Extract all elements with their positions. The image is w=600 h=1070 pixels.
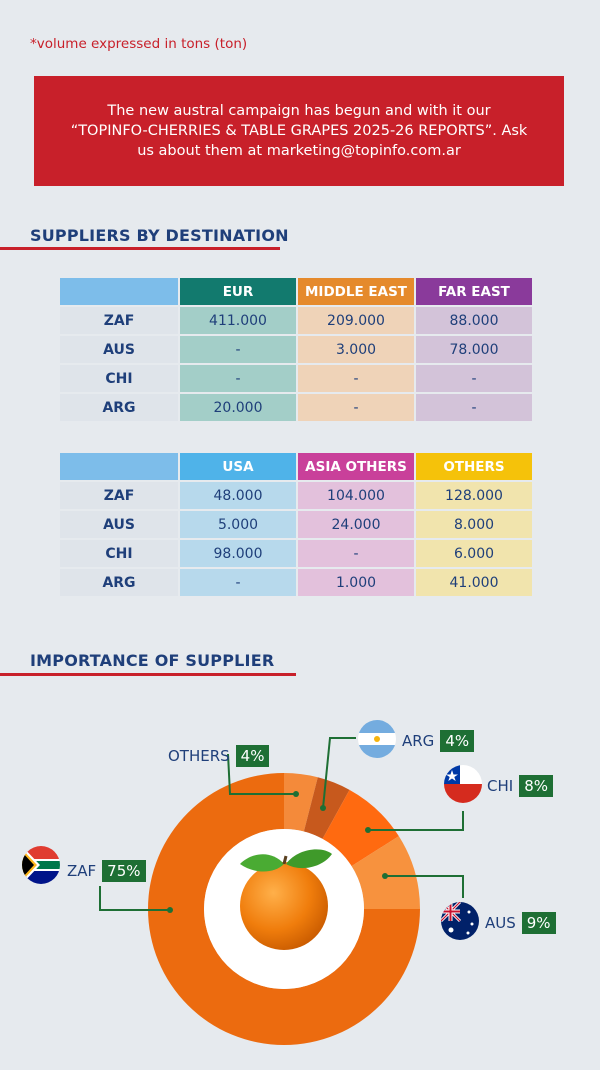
banner-line-1: The new austral campaign has begun and with it our [107,103,491,119]
row-label: AUS [60,336,178,365]
label-others [168,745,269,767]
table-cell: 20.000 [180,394,296,423]
table2-header-others: OTHERS [416,453,532,482]
table1-header-middle-east: MIDDLE EAST [298,278,414,307]
row-label: ZAF [60,482,178,511]
promo-banner [34,76,564,186]
table-cell: 98.000 [180,540,296,569]
table1-header-far-east: FAR EAST [416,278,532,307]
table-row [60,540,532,569]
table-cell: 128.000 [416,482,532,511]
label-chi [487,775,553,797]
row-label: ARG [60,569,178,598]
table-cell: 48.000 [180,482,296,511]
row-label: CHI [60,365,178,394]
table-cell: 88.000 [416,307,532,336]
label-chi-name: CHI [487,777,514,795]
label-aus-name: AUS [485,914,516,932]
table-cell: - [180,569,296,598]
leader-dot-chi [365,827,371,833]
table2-header-asia-others: ASIA OTHERS [298,453,414,482]
table-cell: - [416,394,532,423]
supplier-importance-chart [0,690,600,1066]
label-zaf [67,860,146,882]
chile-flag-icon [444,765,482,803]
table-cell: 104.000 [298,482,414,511]
table-cell: 78.000 [416,336,532,365]
table-cell: - [298,540,414,569]
table-row [60,394,532,423]
table-row [60,307,532,336]
table-cell: 24.000 [298,511,414,540]
label-arg-name: ARG [402,732,435,750]
table-cell: - [298,394,414,423]
table-cell: - [416,365,532,394]
label-zaf-name: ZAF [67,862,97,880]
row-label: ZAF [60,307,178,336]
table-cell: 1.000 [298,569,414,598]
table2-header-usa: USA [180,453,296,482]
table-row [60,336,532,365]
volume-note: *volume expressed in tons (ton) [30,36,248,52]
leader-dot-arg [320,805,326,811]
leader-dot-aus [382,873,388,879]
banner-line-2: “TOPINFO-CHERRIES & TABLE GRAPES 2025-26 REPORTS”. Ask [70,123,528,139]
leader-dot-others [293,791,299,797]
label-others-name: OTHERS [168,747,230,765]
leader-dot-zaf [167,907,173,913]
argentina-flag-icon [358,720,396,758]
row-label: ARG [60,394,178,423]
label-arg [402,730,474,752]
australia-flag-icon [441,902,479,940]
row-label: CHI [60,540,178,569]
label-aus [485,912,556,934]
table-cell: 411.000 [180,307,296,336]
label-zaf-pct: 75% [102,860,145,882]
south-africa-flag-icon [22,846,60,884]
table-row [60,569,532,598]
label-arg-pct: 4% [440,730,474,752]
table2-corner-cell [60,453,178,482]
label-chi-pct: 8% [519,775,553,797]
table-cell: 41.000 [416,569,532,598]
table-cell: - [298,365,414,394]
table-cell: 6.000 [416,540,532,569]
row-label: AUS [60,511,178,540]
table1-header-eur: EUR [180,278,296,307]
table-row [60,511,532,540]
destination-table-1 [58,278,534,423]
section-1-underline [0,247,280,250]
orange-fruit-icon [228,842,340,954]
table-row [60,365,532,394]
label-aus-pct: 9% [522,912,556,934]
table-row [60,482,532,511]
table-cell: 3.000 [298,336,414,365]
label-others-pct: 4% [236,745,270,767]
table-cell: 5.000 [180,511,296,540]
table-cell: 8.000 [416,511,532,540]
table-cell: 209.000 [298,307,414,336]
importance-of-supplier-title: IMPORTANCE OF SUPPLIER [30,651,275,670]
banner-line-3: us about them at marketing@topinfo.com.ar [137,143,461,159]
section-2-underline [0,673,296,676]
destination-table-2 [58,453,534,598]
table1-corner-cell [60,278,178,307]
suppliers-by-destination-title: SUPPLIERS BY DESTINATION [30,226,289,245]
table-cell: - [180,336,296,365]
table-cell: - [180,365,296,394]
